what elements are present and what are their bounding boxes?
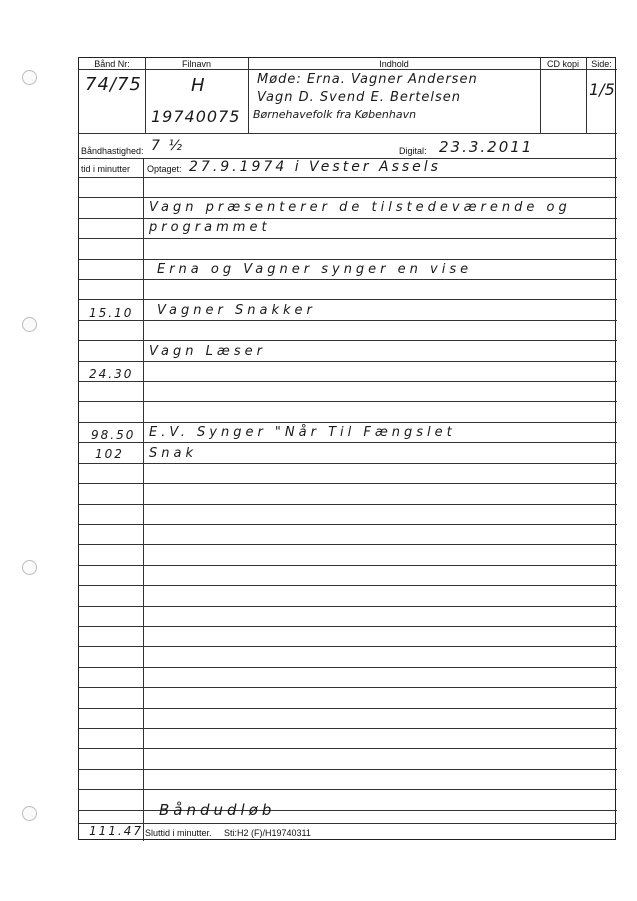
sluttid-label: Sluttid i minutter. [145, 828, 212, 838]
rule [79, 687, 617, 688]
time-label: tid i minutter [81, 164, 131, 174]
rule [79, 463, 617, 464]
rule [586, 58, 587, 133]
rule [79, 728, 617, 729]
rule [79, 667, 617, 668]
rule [79, 401, 617, 402]
log-entry-time: 111.47 [89, 824, 143, 838]
filnavn-number: 19740075 [151, 107, 241, 126]
rule [145, 58, 146, 133]
band-nr-header: Bånd Nr: [94, 59, 130, 69]
rule [79, 381, 617, 382]
log-entry-text: Erna og Vagner synger en vise [157, 262, 473, 277]
indhold-header: Indhold [379, 59, 409, 69]
rule [79, 218, 617, 219]
rule [79, 259, 617, 260]
rule [79, 524, 617, 525]
band-nr-value: 74/75 [85, 74, 142, 95]
log-entry-text: Båndudløb [159, 801, 276, 819]
rule [79, 606, 617, 607]
punch-hole [22, 317, 37, 332]
sti-path: Sti:H2 (F)/H19740311 [224, 828, 311, 838]
rule [79, 565, 617, 566]
log-entry-text: Vagn Læser [149, 344, 266, 359]
rule [79, 361, 617, 362]
digital-value: 23.3.2011 [439, 138, 534, 156]
rule [143, 158, 144, 841]
punch-hole [22, 70, 37, 85]
rule [79, 320, 617, 321]
rule [79, 504, 617, 505]
log-entry-text: Vagner Snakker [157, 303, 316, 318]
rule [79, 279, 617, 280]
filnavn-letter: H [191, 75, 207, 96]
rule [79, 646, 617, 647]
rule [79, 69, 617, 70]
speed-label: Båndhastighed: [81, 146, 144, 156]
log-entry-text: Snak [149, 446, 197, 461]
log-sheet [78, 57, 616, 840]
log-entry-time: 102 [95, 447, 124, 461]
rule [540, 58, 541, 133]
log-entry-time: 15.10 [89, 306, 134, 320]
rule [248, 58, 249, 133]
log-entry-text: programmet [149, 220, 271, 235]
rule [79, 197, 617, 198]
log-entry-time: 24.30 [89, 367, 134, 381]
rule [79, 422, 617, 423]
filnavn-header: Filnavn [181, 59, 211, 69]
rule [79, 789, 617, 790]
rule [79, 177, 617, 178]
rule [79, 299, 617, 300]
speed-value: 7 ½ [151, 138, 184, 154]
log-entry-text: Vagn præsenterer de tilstedeværende og [149, 200, 571, 215]
punch-hole [22, 560, 37, 575]
indhold-line-3: Børnehavefolk fra København [253, 108, 417, 121]
optaget-label: Optaget: [147, 164, 182, 174]
indhold-line-2: Vagn D. Svend E. Bertelsen [257, 90, 461, 105]
rule [79, 823, 617, 824]
log-entry-time: 98.50 [91, 428, 136, 442]
side-value: 1/5 [589, 80, 615, 99]
rule [79, 708, 617, 709]
cd-kopi-header: CD kopi [546, 59, 579, 69]
punch-hole [22, 806, 37, 821]
rule [79, 442, 617, 443]
rule [79, 483, 617, 484]
side-header: Side: [591, 59, 612, 69]
rule [79, 585, 617, 586]
rule [79, 769, 617, 770]
log-entry-text: E.V. Synger "Når Til Fængslet [149, 425, 456, 440]
rule [79, 133, 617, 134]
optaget-value: 27.9.1974 i Vester Assels [189, 159, 441, 175]
rule [79, 238, 617, 239]
rule [79, 340, 617, 341]
indhold-line-1: Møde: Erna. Vagner Andersen [257, 72, 478, 87]
rule [79, 544, 617, 545]
rule [79, 626, 617, 627]
digital-label: Digital: [399, 146, 427, 156]
rule [79, 748, 617, 749]
